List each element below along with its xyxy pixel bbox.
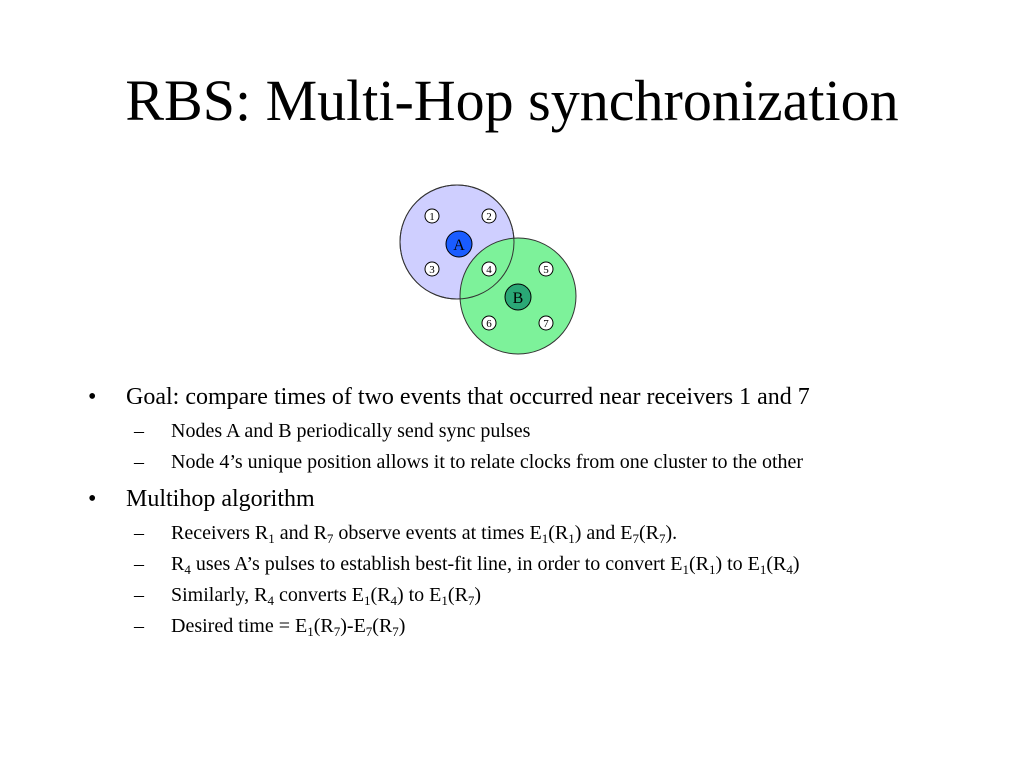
- bullet-multihop-text: Multihop algorithm: [126, 486, 315, 512]
- dash-icon: –: [134, 522, 144, 544]
- sub-bullet-receivers: [126, 520, 948, 546]
- receiver-node-4: [482, 262, 496, 276]
- receiver-node-6: [482, 316, 496, 330]
- sub-bullet-similarly: [126, 582, 948, 608]
- bullet-goal: [88, 381, 948, 413]
- receiver-node-7: [539, 316, 553, 330]
- receiver-label-6: 6: [486, 318, 492, 330]
- bullet-icon: •: [88, 486, 97, 512]
- bullet-list: [88, 379, 948, 639]
- dash-icon: –: [134, 615, 144, 637]
- cluster-diagram: [395, 180, 585, 360]
- sub-bullet-sync-pulses: [126, 418, 948, 444]
- sub-bullet-desired-time: [126, 613, 948, 639]
- receiver-node-5: [539, 262, 553, 276]
- bullet-goal-text: Goal: compare times of two events that occurred near receivers 1 and 7: [126, 384, 810, 410]
- cluster-label-a: A: [453, 237, 465, 254]
- receiver-node-2: [482, 209, 496, 223]
- sub-bullet-node-4: [126, 449, 948, 475]
- cluster-label-b: B: [512, 290, 524, 307]
- dash-icon: –: [134, 584, 144, 606]
- dash-icon: –: [134, 553, 144, 575]
- sub-bullet-sync-pulses-text: Nodes A and B periodically send sync pulses: [171, 420, 531, 442]
- receiver-label-2: 2: [486, 211, 492, 223]
- slide-title: RBS: Multi-Hop synchronization: [125, 68, 899, 133]
- dash-icon: –: [134, 420, 144, 442]
- receiver-node-1: [425, 209, 439, 223]
- receiver-label-3: 3: [429, 264, 435, 276]
- bullet-multihop: [88, 483, 948, 515]
- sub-bullet-best-fit-text: $R_4$ uses A’s pulses to establish best-fit line, in order to convert $E_1(R_1)$ to $E_1(R_4)$: [171, 553, 800, 577]
- bullet-icon: •: [88, 384, 97, 410]
- sub-bullet-best-fit: [126, 551, 948, 577]
- sub-bullet-node-4-text: Node 4’s unique position allows it to relate clocks from one cluster to the other: [171, 451, 804, 473]
- receiver-node-3: [425, 262, 439, 276]
- sub-bullet-similarly-text: Similarly, $R_4$ converts $E_1(R_4)$ to $E_1(R_7)$: [171, 584, 482, 608]
- sub-bullet-receivers-text: Receivers $R_1$ and $R_7$ observe events at times $E_1(R_1)$ and $E_7(R_7)$.: [171, 522, 678, 546]
- receiver-label-7: 7: [543, 318, 549, 330]
- dash-icon: –: [134, 451, 144, 473]
- receiver-label-4: 4: [486, 264, 492, 276]
- sub-bullet-desired-time-text: Desired time = $E_1(R_7)-E_7(R_7)$: [171, 615, 406, 639]
- receiver-label-5: 5: [543, 264, 549, 276]
- receiver-label-1: 1: [429, 211, 435, 223]
